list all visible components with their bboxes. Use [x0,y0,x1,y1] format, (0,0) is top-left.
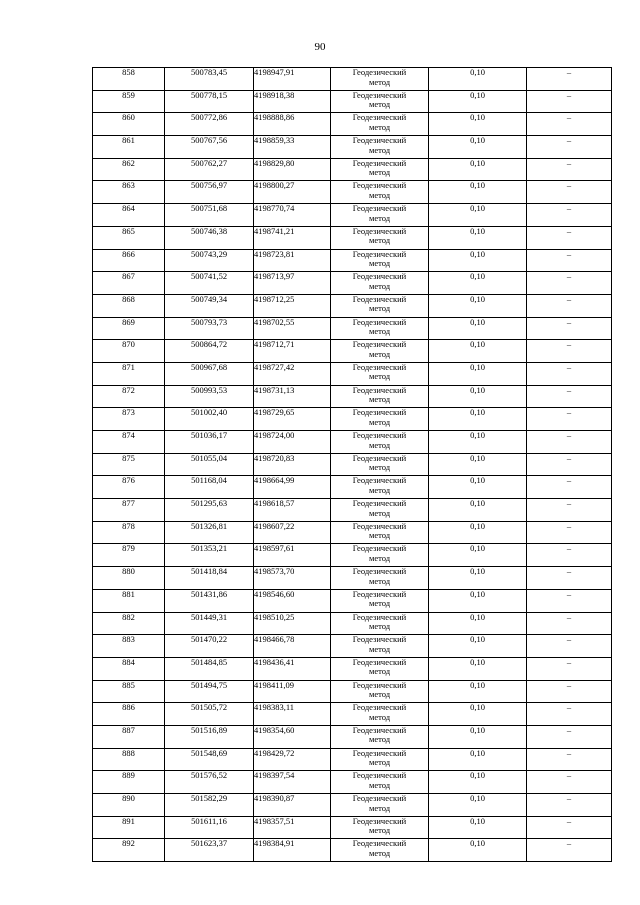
accuracy-cell: 0,10 [429,453,527,476]
y-coordinate-cell: 4198618,57 [254,499,331,522]
note-cell: – [527,181,612,204]
method-text: Геодезический метод [352,135,407,155]
y-coordinate-cell: 4198829,80 [254,158,331,181]
note-cell: – [527,90,612,113]
method-text: Геодезический метод [352,680,407,700]
method-text: Геодезический метод [352,521,407,541]
method-text: Геодезический метод [352,453,407,473]
point-number-cell: 870 [93,340,165,363]
accuracy-cell: 0,10 [429,680,527,703]
table-row [93,408,612,431]
method-cell [331,657,429,680]
accuracy-cell: 0,10 [429,499,527,522]
method-text: Геодезический метод [352,67,407,87]
method-text: Геодезический метод [352,180,407,200]
method-text: Геодезический метод [352,748,407,768]
x-coordinate-cell: 501449,31 [165,612,254,635]
method-cell [331,294,429,317]
point-number-cell: 861 [93,136,165,159]
method-cell [331,385,429,408]
y-coordinate-cell: 4198724,00 [254,431,331,454]
x-coordinate-cell: 500751,68 [165,204,254,227]
point-number-cell: 883 [93,635,165,658]
table-row [93,680,612,703]
method-cell [331,839,429,862]
accuracy-cell: 0,10 [429,476,527,499]
note-cell: – [527,657,612,680]
y-coordinate-cell: 4198429,72 [254,748,331,771]
x-coordinate-cell: 501036,17 [165,431,254,454]
method-cell [331,567,429,590]
method-text: Геодезический метод [352,475,407,495]
table-row [93,589,612,612]
point-number-cell: 863 [93,181,165,204]
table-row [93,612,612,635]
accuracy-cell: 0,10 [429,158,527,181]
note-cell: – [527,136,612,159]
y-coordinate-cell: 4198712,25 [254,294,331,317]
y-coordinate-cell: 4198354,60 [254,725,331,748]
method-text: Геодезический метод [352,838,407,858]
point-number-cell: 858 [93,68,165,91]
y-coordinate-cell: 4198859,33 [254,136,331,159]
point-number-cell: 871 [93,362,165,385]
x-coordinate-cell: 501418,84 [165,567,254,590]
point-number-cell: 892 [93,839,165,862]
table-row [93,181,612,204]
accuracy-cell: 0,10 [429,204,527,227]
point-number-cell: 884 [93,657,165,680]
table-row [93,385,612,408]
table-row [93,499,612,522]
table-row [93,340,612,363]
table-row [93,158,612,181]
x-coordinate-cell: 501548,69 [165,748,254,771]
note-cell: – [527,113,612,136]
method-cell [331,204,429,227]
x-coordinate-cell: 500762,27 [165,158,254,181]
method-text: Геодезический метод [352,226,407,246]
x-coordinate-cell: 500756,97 [165,181,254,204]
note-cell: – [527,635,612,658]
y-coordinate-cell: 4198727,42 [254,362,331,385]
point-number-cell: 879 [93,544,165,567]
point-number-cell: 876 [93,476,165,499]
x-coordinate-cell: 501484,85 [165,657,254,680]
x-coordinate-cell: 501353,21 [165,544,254,567]
method-text: Геодезический метод [352,612,407,631]
note-cell: – [527,725,612,748]
note-cell: – [527,544,612,567]
method-text: Геодезический метод [352,725,407,745]
note-cell: – [527,476,612,499]
method-text: Геодезический метод [352,566,407,586]
point-number-cell: 873 [93,408,165,431]
table-row [93,794,612,817]
method-text: Геодезический метод [352,158,407,178]
table-row [93,362,612,385]
table-row [93,317,612,340]
method-text: Геодезический метод [352,362,407,382]
table-row [93,703,612,726]
method-cell [331,703,429,726]
y-coordinate-cell: 4198741,21 [254,226,331,249]
method-cell [331,431,429,454]
method-cell [331,725,429,748]
y-coordinate-cell: 4198597,61 [254,544,331,567]
note-cell: – [527,408,612,431]
point-number-cell: 886 [93,703,165,726]
y-coordinate-cell: 4198729,65 [254,408,331,431]
note-cell: – [527,362,612,385]
method-cell [331,226,429,249]
note-cell: – [527,204,612,227]
accuracy-cell: 0,10 [429,317,527,340]
y-coordinate-cell: 4198947,91 [254,68,331,91]
note-cell: – [527,294,612,317]
x-coordinate-cell: 501055,04 [165,453,254,476]
point-number-cell: 868 [93,294,165,317]
x-coordinate-cell: 500967,68 [165,362,254,385]
accuracy-cell: 0,10 [429,181,527,204]
point-number-cell: 874 [93,431,165,454]
y-coordinate-cell: 4198800,27 [254,181,331,204]
note-cell: – [527,521,612,544]
table-row [93,294,612,317]
x-coordinate-cell: 500767,56 [165,136,254,159]
table-row [93,657,612,680]
method-cell [331,340,429,363]
accuracy-cell: 0,10 [429,272,527,295]
method-cell [331,362,429,385]
method-cell [331,612,429,635]
accuracy-cell: 0,10 [429,340,527,363]
table-row [93,431,612,454]
point-number-cell: 882 [93,612,165,635]
method-cell [331,635,429,658]
method-cell [331,794,429,817]
coordinates-table [92,67,612,862]
method-cell [331,136,429,159]
x-coordinate-cell: 501431,86 [165,589,254,612]
method-text: Геодезический метод [352,816,407,836]
note-cell: – [527,680,612,703]
table-row [93,476,612,499]
method-text: Геодезический метод [352,317,407,337]
point-number-cell: 859 [93,90,165,113]
y-coordinate-cell: 4198573,70 [254,567,331,590]
method-cell [331,771,429,794]
table-row [93,453,612,476]
x-coordinate-cell: 501295,63 [165,499,254,522]
note-cell: – [527,226,612,249]
x-coordinate-cell: 501494,75 [165,680,254,703]
accuracy-cell: 0,10 [429,703,527,726]
accuracy-cell: 0,10 [429,385,527,408]
table-row [93,226,612,249]
y-coordinate-cell: 4198918,38 [254,90,331,113]
point-number-cell: 875 [93,453,165,476]
method-cell [331,589,429,612]
method-cell [331,249,429,272]
note-cell: – [527,499,612,522]
accuracy-cell: 0,10 [429,362,527,385]
point-number-cell: 862 [93,158,165,181]
y-coordinate-cell: 4198702,55 [254,317,331,340]
method-cell [331,476,429,499]
table-row [93,567,612,590]
note-cell: – [527,567,612,590]
table-row [93,136,612,159]
method-text: Геодезический метод [352,385,407,405]
x-coordinate-cell: 501470,22 [165,635,254,658]
accuracy-cell: 0,10 [429,657,527,680]
table-row [93,204,612,227]
method-text: Геодезический метод [352,498,407,518]
method-text: Геодезический метод [352,203,407,223]
note-cell: – [527,249,612,272]
accuracy-cell: 0,10 [429,113,527,136]
note-cell: – [527,340,612,363]
method-cell [331,544,429,567]
accuracy-cell: 0,10 [429,725,527,748]
method-cell [331,113,429,136]
method-text: Геодезический метод [352,112,407,132]
note-cell: – [527,703,612,726]
y-coordinate-cell: 4198888,86 [254,113,331,136]
accuracy-cell: 0,10 [429,771,527,794]
method-text: Геодезический метод [352,589,407,609]
x-coordinate-cell: 501326,81 [165,521,254,544]
x-coordinate-cell: 501582,29 [165,794,254,817]
accuracy-cell: 0,10 [429,816,527,839]
accuracy-cell: 0,10 [429,567,527,590]
note-cell: – [527,453,612,476]
method-text: Геодезический метод [352,430,407,450]
table-row [93,839,612,862]
note-cell: – [527,612,612,635]
y-coordinate-cell: 4198384,91 [254,839,331,862]
y-coordinate-cell: 4198731,13 [254,385,331,408]
method-cell [331,816,429,839]
y-coordinate-cell: 4198607,22 [254,521,331,544]
method-cell [331,748,429,771]
method-text: Геодезический метод [352,90,407,110]
accuracy-cell: 0,10 [429,521,527,544]
point-number-cell: 867 [93,272,165,295]
method-cell [331,181,429,204]
method-text: Геодезический метод [352,407,407,427]
method-cell [331,317,429,340]
method-text: Геодезический метод [352,634,407,654]
method-text: Геодезический метод [352,702,407,722]
x-coordinate-cell: 501576,52 [165,771,254,794]
note-cell: – [527,794,612,817]
y-coordinate-cell: 4198397,54 [254,771,331,794]
table-row [93,816,612,839]
y-coordinate-cell: 4198664,99 [254,476,331,499]
y-coordinate-cell: 4198357,51 [254,816,331,839]
point-number-cell: 888 [93,748,165,771]
accuracy-cell: 0,10 [429,294,527,317]
point-number-cell: 877 [93,499,165,522]
coordinates-table-body [93,68,612,862]
accuracy-cell: 0,10 [429,226,527,249]
point-number-cell: 881 [93,589,165,612]
point-number-cell: 866 [93,249,165,272]
y-coordinate-cell: 4198436,41 [254,657,331,680]
y-coordinate-cell: 4198510,25 [254,612,331,635]
point-number-cell: 880 [93,567,165,590]
point-number-cell: 890 [93,794,165,817]
point-number-cell: 887 [93,725,165,748]
point-number-cell: 865 [93,226,165,249]
accuracy-cell: 0,10 [429,635,527,658]
method-text: Геодезический метод [352,657,407,677]
table-row [93,544,612,567]
method-text: Геодезический метод [352,249,407,268]
x-coordinate-cell: 501623,37 [165,839,254,862]
x-coordinate-cell: 500746,38 [165,226,254,249]
accuracy-cell: 0,10 [429,408,527,431]
accuracy-cell: 0,10 [429,589,527,612]
y-coordinate-cell: 4198383,11 [254,703,331,726]
table-row [93,771,612,794]
method-text: Геодезический метод [352,271,407,291]
accuracy-cell: 0,10 [429,90,527,113]
table-row [93,635,612,658]
method-text: Геодезический метод [352,793,407,813]
x-coordinate-cell: 500993,53 [165,385,254,408]
table-row [93,748,612,771]
method-text: Геодезический метод [352,770,407,790]
table-row [93,521,612,544]
accuracy-cell: 0,10 [429,794,527,817]
method-cell [331,680,429,703]
method-cell [331,499,429,522]
y-coordinate-cell: 4198466,78 [254,635,331,658]
point-number-cell: 891 [93,816,165,839]
method-text: Геодезический метод [352,294,407,314]
point-number-cell: 869 [93,317,165,340]
accuracy-cell: 0,10 [429,249,527,272]
y-coordinate-cell: 4198546,60 [254,589,331,612]
x-coordinate-cell: 501611,16 [165,816,254,839]
method-cell [331,272,429,295]
note-cell: – [527,771,612,794]
x-coordinate-cell: 500772,86 [165,113,254,136]
method-cell [331,453,429,476]
note-cell: – [527,385,612,408]
y-coordinate-cell: 4198723,81 [254,249,331,272]
note-cell: – [527,839,612,862]
note-cell: – [527,431,612,454]
x-coordinate-cell: 500864,72 [165,340,254,363]
method-cell [331,68,429,91]
x-coordinate-cell: 500741,52 [165,272,254,295]
point-number-cell: 872 [93,385,165,408]
method-cell [331,90,429,113]
x-coordinate-cell: 500793,73 [165,317,254,340]
x-coordinate-cell: 500783,45 [165,68,254,91]
point-number-cell: 860 [93,113,165,136]
x-coordinate-cell: 500743,29 [165,249,254,272]
y-coordinate-cell: 4198390,87 [254,794,331,817]
y-coordinate-cell: 4198720,83 [254,453,331,476]
point-number-cell: 889 [93,771,165,794]
accuracy-cell: 0,10 [429,544,527,567]
method-cell [331,408,429,431]
y-coordinate-cell: 4198713,97 [254,272,331,295]
accuracy-cell: 0,10 [429,136,527,159]
y-coordinate-cell: 4198770,74 [254,204,331,227]
point-number-cell: 885 [93,680,165,703]
x-coordinate-cell: 501002,40 [165,408,254,431]
method-text: Геодезический метод [352,339,407,359]
note-cell: – [527,816,612,839]
note-cell: – [527,158,612,181]
accuracy-cell: 0,10 [429,839,527,862]
table-row [93,249,612,272]
accuracy-cell: 0,10 [429,431,527,454]
method-text: Геодезический метод [352,543,407,563]
accuracy-cell: 0,10 [429,612,527,635]
table-row [93,113,612,136]
x-coordinate-cell: 501505,72 [165,703,254,726]
method-cell [331,521,429,544]
table-row [93,725,612,748]
note-cell: – [527,748,612,771]
note-cell: – [527,317,612,340]
table-row [93,272,612,295]
y-coordinate-cell: 4198411,09 [254,680,331,703]
accuracy-cell: 0,10 [429,748,527,771]
x-coordinate-cell: 501516,89 [165,725,254,748]
x-coordinate-cell: 500778,15 [165,90,254,113]
note-cell: – [527,68,612,91]
table-row [93,68,612,91]
note-cell: – [527,589,612,612]
accuracy-cell: 0,10 [429,68,527,91]
x-coordinate-cell: 501168,04 [165,476,254,499]
y-coordinate-cell: 4198712,71 [254,340,331,363]
table-row [93,90,612,113]
method-cell [331,158,429,181]
page-number: 90 [314,41,326,53]
point-number-cell: 878 [93,521,165,544]
x-coordinate-cell: 500749,34 [165,294,254,317]
point-number-cell: 864 [93,204,165,227]
note-cell: – [527,272,612,295]
